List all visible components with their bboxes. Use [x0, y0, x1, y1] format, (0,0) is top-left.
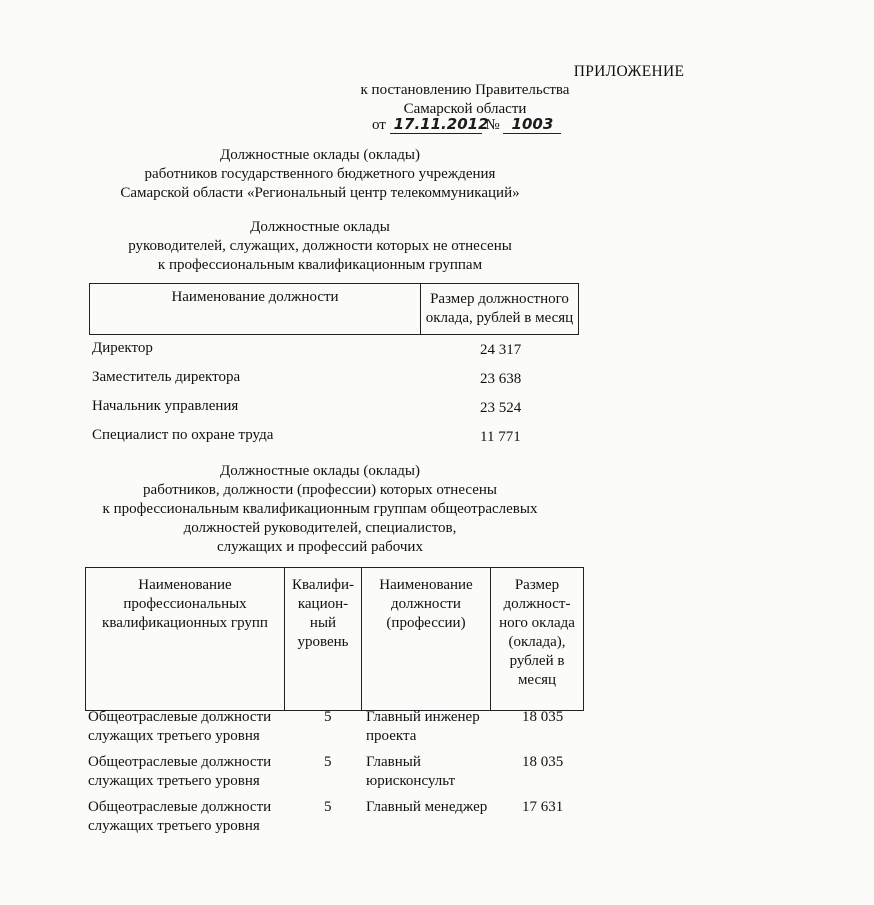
table2-col-group: Наименование профессиональных квалификационных групп	[86, 568, 285, 711]
section1-subtitle	[0, 218, 640, 275]
table2-header	[85, 567, 584, 711]
section2-title-line: к профессиональным квалификационным группам общеотраслевых	[102, 501, 538, 517]
salary-value: 23 638	[480, 371, 522, 387]
table1-body	[92, 340, 582, 456]
qualification-level: 5	[324, 709, 332, 725]
table2-col-level: Квалифи-кацион-ный уровень	[285, 568, 362, 711]
section2-title-line: служащих и профессий рабочих	[217, 539, 423, 555]
group-name: Общеотраслевые должности служащих третьего уровня	[88, 709, 272, 744]
section1-subtitle-line: Должностные оклады	[250, 219, 390, 235]
position-name: Специалист по охране труда	[92, 427, 274, 443]
appendix-line-3: Самарской области	[403, 101, 527, 117]
section2-title-line: должностей руководителей, специалистов,	[183, 520, 457, 536]
table-row	[92, 340, 582, 369]
salary-value: 24 317	[480, 342, 522, 358]
table-row	[88, 708, 588, 753]
section2-title-line: работников, должности (профессии) которых отнесены	[143, 482, 497, 498]
table1-col-salary: Размер должностного оклада, рублей в месяц	[421, 284, 579, 335]
table-row	[92, 398, 582, 427]
table-row	[92, 369, 582, 398]
table-row	[88, 798, 588, 843]
position-name: Заместитель директора	[92, 369, 241, 385]
section1-title	[0, 146, 640, 203]
position-name: Директор	[92, 340, 153, 356]
table1-header	[89, 283, 579, 335]
number-prefix: №	[485, 117, 500, 133]
table2-col-salary: Размер должност-ного оклада (оклада), рублей в месяц	[491, 568, 584, 711]
position-name: Главный юрисконсульт	[366, 754, 456, 789]
position-name: Главный менеджер	[366, 799, 488, 815]
position-name: Главный инженер проекта	[366, 709, 480, 744]
group-name: Общеотраслевые должности служащих третьего уровня	[88, 799, 272, 834]
table1-col-name: Наименование должности	[90, 284, 421, 335]
appendix-header	[340, 62, 685, 119]
appendix-date-line	[372, 115, 561, 134]
table-row	[88, 753, 588, 798]
appendix-title: ПРИЛОЖЕНИЕ	[573, 63, 685, 80]
table2-col-position: Наименование должности (профессии)	[362, 568, 491, 711]
section1-title-line: Самарской области «Региональный центр телекоммуникаций»	[120, 185, 520, 201]
appendix-line-2: к постановлению Правительства	[360, 82, 570, 98]
handwritten-number: 1003	[503, 115, 561, 134]
section2-title	[0, 462, 640, 557]
group-name: Общеотраслевые должности служащих третьего уровня	[88, 754, 272, 789]
section1-title-line: Должностные оклады (оклады)	[219, 147, 421, 163]
salary-value: 18 035	[522, 709, 564, 725]
qualification-level: 5	[324, 799, 332, 815]
position-name: Начальник управления	[92, 398, 239, 414]
section1-title-line: работников государственного бюджетного учреждения	[144, 166, 496, 182]
salary-value: 11 771	[480, 429, 521, 445]
salary-value: 18 035	[522, 754, 564, 770]
table2-body	[88, 708, 588, 843]
salary-value: 17 631	[522, 799, 564, 815]
date-prefix: от	[372, 117, 386, 133]
section1-subtitle-line: к профессиональным квалификационным группам	[157, 257, 483, 273]
salary-value: 23 524	[480, 400, 522, 416]
table-row	[92, 427, 582, 456]
section2-title-line: Должностные оклады (оклады)	[219, 463, 421, 479]
section1-subtitle-line: руководителей, служащих, должности которых не отнесены	[128, 238, 512, 254]
qualification-level: 5	[324, 754, 332, 770]
handwritten-date: 17.11.2012	[390, 115, 482, 134]
